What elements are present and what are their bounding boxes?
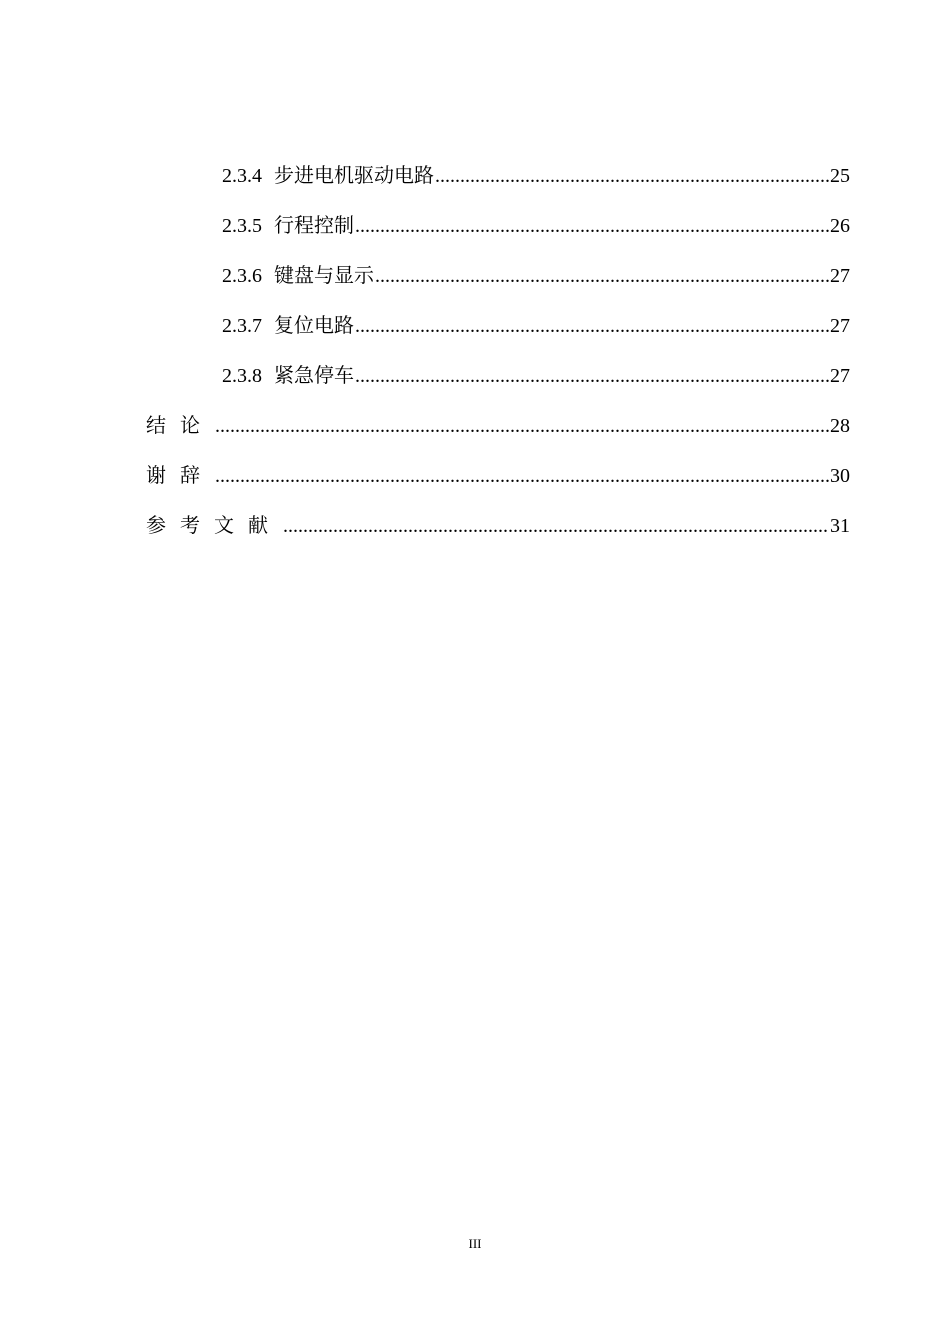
- toc-entry-page: 31: [830, 515, 850, 537]
- table-of-contents: [146, 150, 850, 550]
- toc-entry-page: 26: [830, 215, 850, 237]
- toc-entry-2-3-7[interactable]: [146, 300, 850, 350]
- toc-entry-2-3-6[interactable]: [146, 250, 850, 300]
- toc-entry-page: 27: [830, 365, 850, 387]
- toc-entry-2-3-8[interactable]: [146, 350, 850, 400]
- toc-entry-number: 2.3.5: [222, 215, 262, 237]
- toc-entry-conclusion[interactable]: [146, 400, 850, 450]
- toc-leader-dots: [355, 351, 829, 401]
- toc-entry-page: 27: [830, 265, 850, 287]
- toc-leader-dots: [375, 251, 829, 301]
- toc-entry-acknowledgements[interactable]: [146, 450, 850, 500]
- toc-leader-dots: [215, 401, 829, 451]
- toc-entry-number: 2.3.6: [222, 265, 262, 287]
- toc-entry-page: 27: [830, 315, 850, 337]
- toc-leader-dots: [283, 501, 829, 551]
- toc-entry-title: 参考文献: [146, 513, 282, 537]
- toc-leader-dots: [355, 301, 829, 351]
- toc-entry-number: 2.3.7: [222, 315, 262, 337]
- toc-entry-title: 复位电路: [274, 313, 354, 337]
- toc-entry-page: 30: [830, 465, 850, 487]
- toc-entry-title: 紧急停车: [274, 363, 354, 387]
- toc-entry-2-3-5[interactable]: [146, 200, 850, 250]
- toc-entry-title: 行程控制: [274, 213, 354, 237]
- toc-entry-page: 25: [830, 165, 850, 187]
- toc-entry-number: 2.3.4: [222, 165, 262, 187]
- toc-leader-dots: [215, 451, 829, 501]
- toc-entry-number: 2.3.8: [222, 365, 262, 387]
- toc-entry-page: 28: [830, 415, 850, 437]
- toc-entry-title: 键盘与显示: [274, 263, 374, 287]
- toc-leader-dots: [435, 151, 829, 201]
- toc-entry-title: 结论: [146, 413, 214, 437]
- toc-entry-title: 谢辞: [146, 463, 214, 487]
- toc-entry-2-3-4[interactable]: [146, 150, 850, 200]
- toc-leader-dots: [355, 201, 829, 251]
- toc-entry-references[interactable]: [146, 500, 850, 550]
- page-number: III: [468, 1236, 482, 1251]
- toc-entry-title: 步进电机驱动电路: [274, 163, 434, 187]
